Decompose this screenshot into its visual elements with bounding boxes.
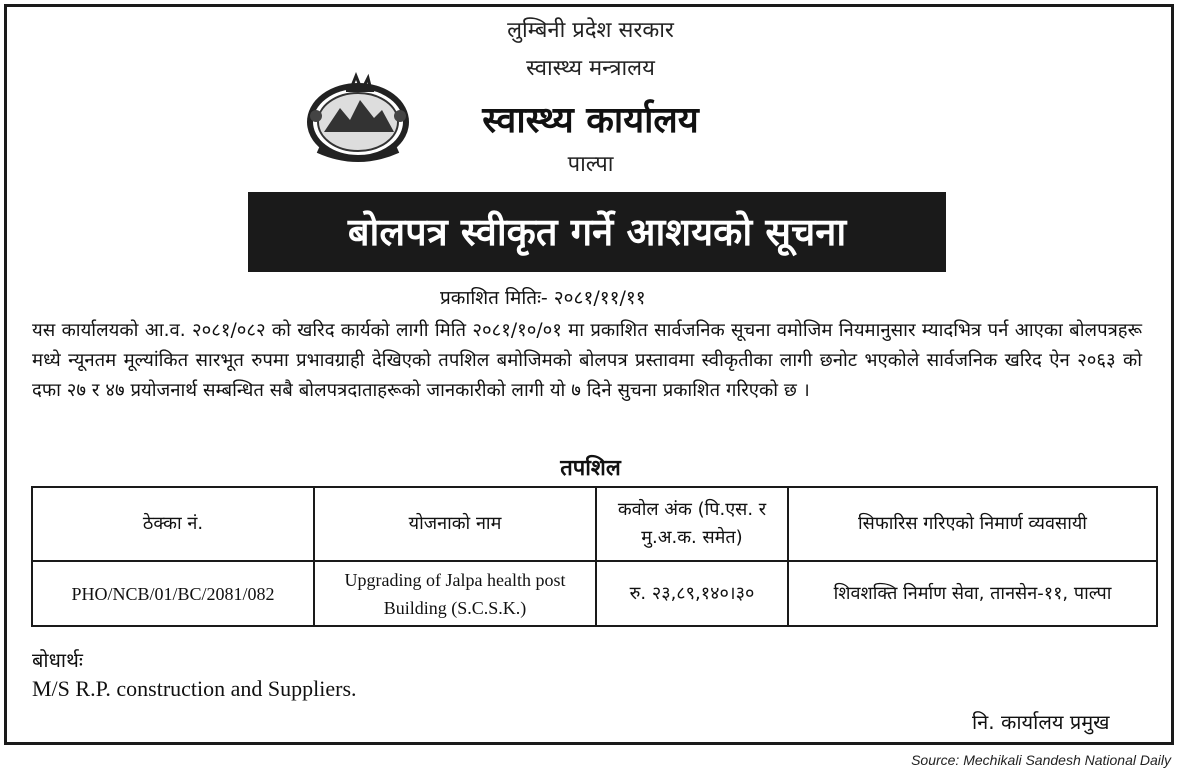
ministry-name: स्वास्थ्य मन्त्रालय xyxy=(526,56,655,81)
district-name: पाल्पा xyxy=(567,152,614,177)
signatory: नि. कार्यालय प्रमुख xyxy=(972,710,1110,734)
cc-label: बोधार्थः xyxy=(32,648,83,672)
cell-bid-amount: रु. २३,८९,१४०।३० xyxy=(596,561,788,626)
office-name: स्वास्थ्य कार्यालय xyxy=(482,100,699,141)
col-header-contractor: सिफारिस गरिएको निमार्ण व्यवसायी xyxy=(788,487,1157,561)
schedule-heading: तपशिल xyxy=(560,456,621,481)
cc-recipient: M/S R.P. construction and Suppliers. xyxy=(32,676,357,701)
col-header-project: योजनाको नाम xyxy=(314,487,596,561)
col-header-bid-amount: कवोल अंक (पि.एस. र मु.अ.क. समेत) xyxy=(596,487,788,561)
col-header-contract-no: ठेक्का नं. xyxy=(32,487,314,561)
government-name: लुम्बिनी प्रदेश सरकार xyxy=(507,18,674,43)
notice-body: यस कार्यालयको आ.व. २०८१/०८२ को खरिद कार्यको लागी मिति २०८१/१०/०१ मा प्रकाशित सार्वजनिक सूचना वमोजिम नियमानुसार म्यादभित्र पर्न आएका बोलपत्रहरू मध्ये न्यूनतम मूल्यांकित सारभूत रुपमा प्रभावग्राही देखिएको तपशिल बमोजिमको बोलपत्र प्रस्तावमा स्वीकृतीका लागी छनोट भएकोले सार्वजनिक खरिद ऐन २०६३ को दफा २७ र ४७ प्रयोजनार्थ सम्बन्धित सबै बोलपत्रदाताहरूको जानकारीको लागी यो ७ दिने सुचना प्रकाशित गरिएको छ । xyxy=(32,320,1142,401)
table-row xyxy=(32,561,1157,626)
tender-table xyxy=(31,486,1158,627)
cell-contract-no: PHO/NCB/01/BC/2081/082 xyxy=(32,561,314,626)
source-credit: Source: Mechikali Sandesh National Daily xyxy=(911,752,1171,768)
notice-title: बोलपत्र स्वीकृत गर्ने आशयको सूचना xyxy=(248,192,946,272)
table-header-row xyxy=(32,487,1157,561)
published-date: प्रकाशित मितिः- २०८१/११/११ xyxy=(440,287,646,309)
cell-project: Upgrading of Jalpa health post Building (S.C.S.K.) xyxy=(314,561,596,626)
cell-contractor: शिवशक्ति निर्माण सेवा, तानसेन-११, पाल्पा xyxy=(788,561,1157,626)
